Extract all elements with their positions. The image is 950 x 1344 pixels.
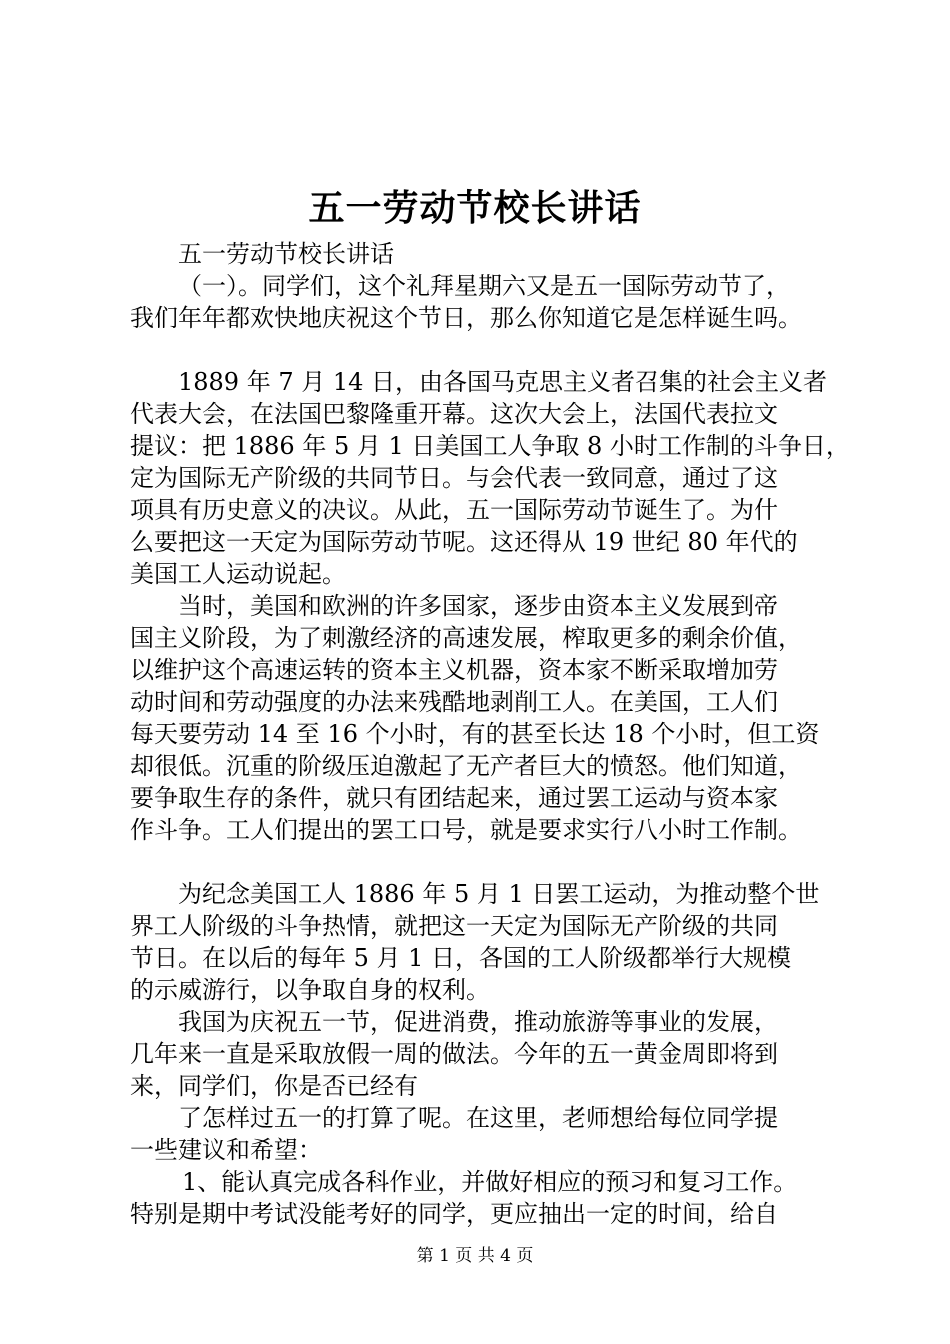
body-line: 却很低。沉重的阶级压迫激起了无产者巨大的愤怒。他们知道， [130,752,802,780]
body-line: 的示威游行，以争取自身的权利。 [130,976,490,1004]
body-line: 么要把这一天定为国际劳动节呢。这还得从 19 世纪 80 年代的 [130,528,798,556]
body-line: 1889 年 7 月 14 日，由各国马克思主义者召集的社会主义者 [178,368,828,396]
body-line: 五一劳动节校长讲话 [178,240,394,268]
paragraph-gap [130,334,830,366]
body-line: 1、能认真完成各科作业，并做好相应的预习和复习工作。 [182,1168,798,1196]
paragraph-gap [130,846,830,878]
body-line: 当时，美国和欧洲的许多国家，逐步由资本主义发展到帝 [178,592,778,620]
body-line: 代表大会，在法国巴黎隆重开幕。这次大会上，法国代表拉文 [130,400,778,428]
body-line: 项具有历史意义的决议。从此，五一国际劳动节诞生了。为什 [130,496,778,524]
body-line: 几年来一直是采取放假一周的做法。今年的五一黄金周即将到 [130,1040,778,1068]
body-line: 提议：把 1886 年 5 月 1 日美国工人争取 8 小时工作制的斗争日， [130,432,850,460]
page-footer: 第 1 页 共 4 页 [416,1246,534,1266]
body-line: 一些建议和希望： [130,1136,322,1164]
body-line: 节日。在以后的每年 5 月 1 日，各国的工人阶级都举行大规模 [130,944,792,972]
body-line: 国主义阶段，为了刺激经济的高速发展，榨取更多的剩余价值， [130,624,802,652]
document-body [130,238,850,1230]
body-line: 为纪念美国工人 1886 年 5 月 1 日罢工运动，为推动整个世 [178,880,820,908]
body-line: 我国为庆祝五一节，促进消费，推动旅游等事业的发展， [178,1008,778,1036]
body-line: 我们年年都欢快地庆祝这个节日，那么你知道它是怎样诞生吗。 [130,304,802,332]
document-title: 五一劳动节校长讲话 [308,187,642,229]
body-line: 来，同学们，你是否已经有 [130,1072,418,1100]
body-line: 以维护这个高速运转的资本主义机器，资本家不断采取增加劳 [130,656,778,684]
body-line: 作斗争。工人们提出的罢工口号，就是要求实行八小时工作制。 [130,816,802,844]
body-line: （一）。同学们，这个礼拜星期六又是五一国际劳动节了， [178,272,790,300]
body-line: 特别是期中考试没能考好的同学，更应抽出一定的时间，给自 [130,1200,778,1228]
body-line: 了怎样过五一的打算了呢。在这里，老师想给每位同学提 [178,1104,778,1132]
body-line: 动时间和劳动强度的办法来残酷地剥削工人。在美国，工人们 [130,688,778,716]
body-line: 每天要劳动 14 至 16 个小时，有的甚至长达 18 个小时，但工资 [130,720,820,748]
body-line: 定为国际无产阶级的共同节日。与会代表一致同意，通过了这 [130,464,778,492]
body-line: 界工人阶级的斗争热情，就把这一天定为国际无产阶级的共同 [130,912,778,940]
body-line: 美国工人运动说起。 [130,560,346,588]
body-line: 要争取生存的条件，就只有团结起来，通过罢工运动与资本家 [130,784,778,812]
